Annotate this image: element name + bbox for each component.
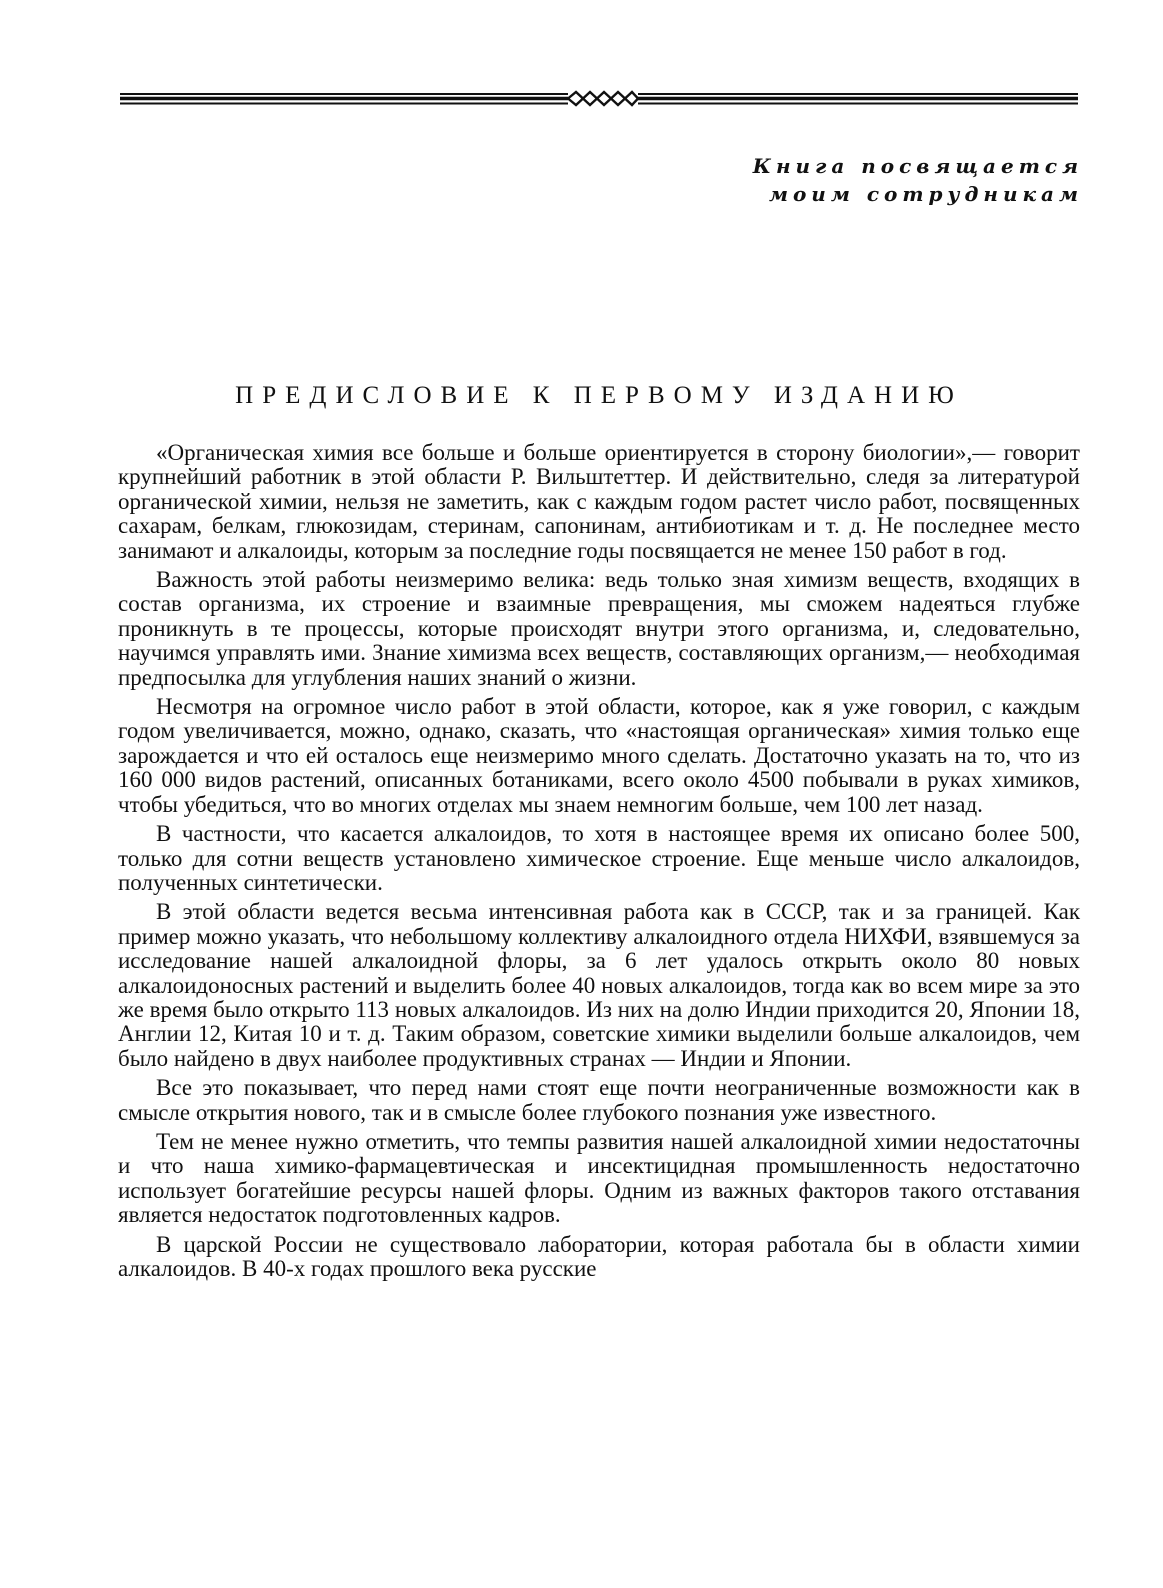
paragraph-7: Тем не менее нужно отметить, что темпы развития нашей алкалоидной химии недостаточны и что наша химико-фармацевтическая и инсектицидная промышленность недостаточно использует богатейшие ресурсы нашей флоры. Одним из важных факторов такого отставания является недостаток подготовленных кадров. <box>118 1128 1080 1228</box>
paragraph-2: Важность этой работы неизмеримо велика: ведь только зная химизм веществ, входящих в состав организма, их строение и взаимные превращения, мы сможем надеяться глубже проникнуть в те процессы, которые происходят внутри этого организма, и, следовательно, научимся управлять ими. Знание химизма всех веществ, составляющих организм,— необходимая предпосылка для углубления наших знаний о жизни. <box>118 567 1080 690</box>
paragraph-3: Несмотря на огромное число работ в этой области, которое, как я уже говорил, с каждым годом увеличивается, можно, однако, сказать, что «настоящая органическая» химия только еще зарождается и что ей осталось еще неизмеримо много сделать. Достаточно указать на то, что из 160 000 видов растений, описанных ботаниками, всего около 4500 побывали в руках химиков, чтобы убедиться, что во многих отделах мы знаем немногим больше, чем 100 лет назад. <box>118 694 1080 817</box>
section-heading: ПРЕДИСЛОВИЕ К ПЕРВОМУ ИЗДАНИЮ <box>235 382 963 409</box>
dedication-line-1: Книга посвящается <box>752 154 1083 178</box>
paragraph-4: В частности, что касается алкалоидов, то хотя в настоящее время их описано более 500, только для сотни веществ установлено химическое строение. Еще меньше число алкалоидов, полученных синтетически. <box>118 821 1080 895</box>
paragraph-8: В царской России не существовало лаборатории, которая работала бы в области химии алкалоидов. В 40-х годах прошлого века русские <box>118 1231 1080 1281</box>
paragraph-6: Все это показывает, что перед нами стоят еще почти неограниченные возможности как в смысле открытия нового, так и в смысле более глубокого познания уже известного. <box>118 1075 1080 1125</box>
dedication-line-2: моим сотрудникам <box>768 182 1083 206</box>
ornamental-rule-icon <box>120 84 1078 114</box>
dedication <box>753 152 1083 208</box>
preface-body <box>118 441 1080 1286</box>
paragraph-1: «Органическая химия все больше и больше ориентируется в сторону биологии»,— говорит крупнейший работник в этой области Р. Вильштеттер. И действительно, следя за литературой органической химии, нельзя не заметить, как с каждым годом растет число работ, посвященных сахарам, белкам, глюкозидам, стеринам, сапонинам, антибиотикам и т. д. Не последнее место занимают и алкалоиды, которым за последние годы посвящается не менее 150 работ в год. <box>118 440 1080 563</box>
paragraph-5: В этой области ведется весьма интенсивная работа как в СССР, так и за границей. Как пример можно указать, что небольшому коллективу алкалоидного отдела НИХФИ, взявшемуся за исследование нашей алкалоидной флоры, за 6 лет удалось открыть около 80 новых алкалоидоносных растений и выделить более 40 новых алкалоидов, тогда как во всем мире за это же время было открыто 113 новых алкалоидов. Из них на долю Индии приходится 20, Японии 18, Англии 12, Китая 10 и т. д. Таким образом, советские химики выделили больше алкалоидов, чем было найдено в двух наиболее продуктивных странах — Индии и Японии. <box>118 899 1080 1071</box>
